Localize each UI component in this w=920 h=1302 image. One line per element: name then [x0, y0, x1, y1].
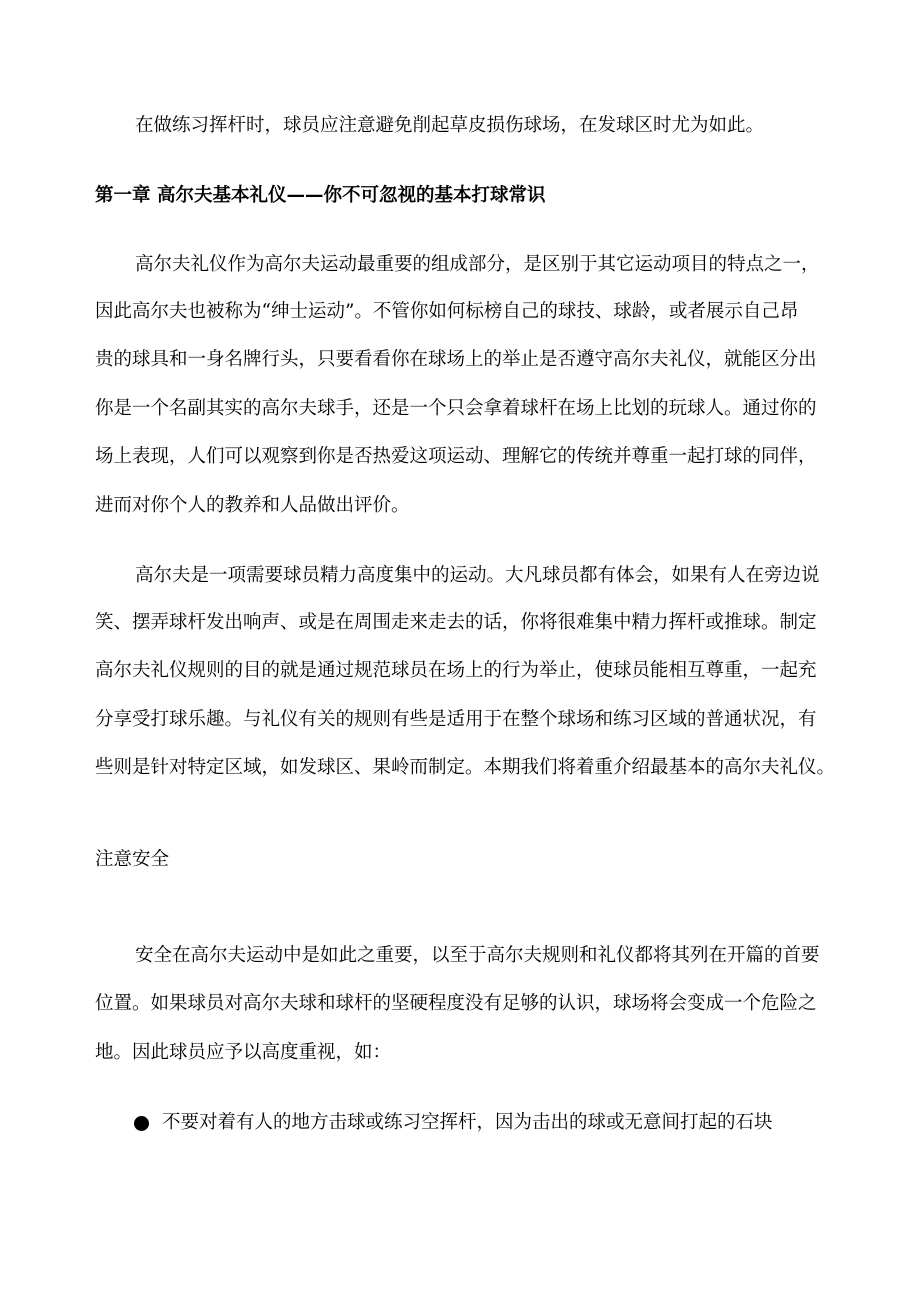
bullet-icon: [134, 1116, 149, 1131]
paragraph-line: 贵的球具和一身名牌行头，只要看看你在球场上的举止是否遵守高尔夫礼仪，就能区分出: [95, 349, 817, 370]
paragraph-line: 场上表现，人们可以观察到你是否热爱这项运动、理解它的传统并尊重一起打球的同伴，: [95, 446, 817, 467]
paragraph-line: 因此高尔夫也被称为“绅士运动”。不管你如何标榜自己的球技、球龄，或者展示自己昂: [95, 301, 799, 322]
chapter-heading: 第一章 高尔夫基本礼仪——你不可忽视的基本打球常识: [95, 185, 546, 206]
paragraph-line: 地。因此球员应予以高度重视，如：: [95, 1042, 392, 1063]
paragraph-line: 高尔夫是一项需要球员精力高度集中的运动。大凡球员都有体会，如果有人在旁边说: [135, 565, 820, 586]
intro-line: 在做练习挥杆时，球员应注意避免削起草皮损伤球场，在发球区时尤为如此。: [135, 115, 765, 136]
paragraph-line: 分享受打球乐趣。与礼仪有关的规则有些是适用于在整个球场和练习区域的普通状况，有: [95, 709, 817, 730]
section-heading: 注意安全: [95, 849, 170, 870]
paragraph-line: 笑、摆弄球杆发出响声、或是在周围走来走去的话，你将很难集中精力挥杆或推球。制定: [95, 612, 817, 633]
paragraph-line: 安全在高尔夫运动中是如此之重要，以至于高尔夫规则和礼仪都将其列在开篇的首要: [135, 945, 820, 966]
paragraph-line: 高尔夫礼仪规则的目的就是通过规范球员在场上的行为举止，使球员能相互尊重，一起充: [95, 660, 817, 681]
paragraph-line: 进而对你个人的教养和人品做出评价。: [95, 495, 410, 516]
paragraph-line: 高尔夫礼仪作为高尔夫运动最重要的组成部分，是区别于其它运动项目的特点之一，: [135, 254, 820, 275]
paragraph-line: 位置。如果球员对高尔夫球和球杆的坚硬程度没有足够的认识，球场将会变成一个危险之: [95, 993, 817, 1014]
paragraph-line: 你是一个名副其实的高尔夫球手，还是一个只会拿着球杆在场上比划的玩球人。通过你的: [95, 398, 817, 419]
paragraph-line: 些则是针对特定区域，如发球区、果岭而制定。本期我们将着重介绍最基本的高尔夫礼仪。: [95, 757, 836, 778]
bullet-text: 不要对着有人的地方击球或练习空挥杆，因为击出的球或无意间打起的石块: [162, 1112, 773, 1133]
